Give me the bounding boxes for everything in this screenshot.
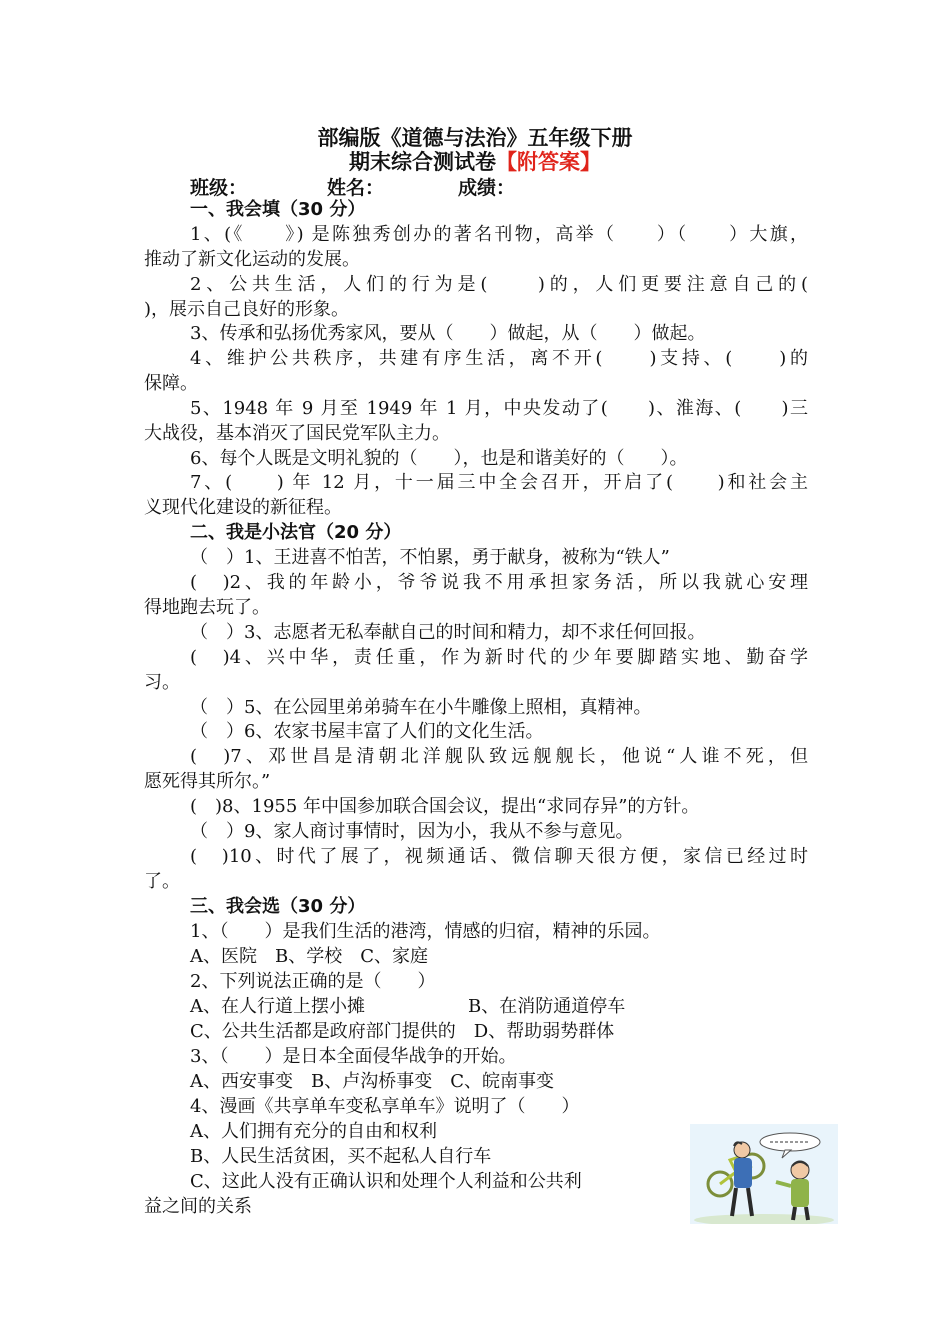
judge-item-7-line1: ( )7、邓世昌是清朝北洋舰队致远舰舰长，他说“人谁不死，但 bbox=[190, 746, 808, 767]
fill-q1-line1: 1、(《 》) 是陈独秀创办的著名刊物，高举（ ）（ ）大旗， bbox=[190, 224, 808, 245]
fill-q5-line2: 大战役，基本消灭了国民党军队主力。 bbox=[144, 423, 450, 444]
choice-q1: 1、（ ）是我们生活的港湾，情感的归宿，精神的乐园。 bbox=[190, 921, 661, 942]
choice-q2: 2、下列说法正确的是（ ） bbox=[190, 971, 436, 992]
name-label: 姓名： bbox=[327, 177, 385, 199]
fill-q7-line1: 7、( ) 年 12 月，十一届三中全会召开，开启了( )和社会主 bbox=[190, 472, 808, 493]
fill-q4-line2: 保障。 bbox=[144, 373, 198, 394]
section2-heading: 二、我是小法官（20 分） bbox=[190, 522, 402, 543]
judge-item-8: ( )8、1955 年中国参加联合国会议，提出“求同存异”的方针。 bbox=[190, 796, 700, 817]
exam-title: 部编版《道德与法治》五年级下册 bbox=[317, 126, 633, 150]
fill-q5-line1: 5、1948 年 9 月至 1949 年 1 月，中央发动了( )、淮海、( )三 bbox=[190, 398, 808, 419]
judge-item-5: （ ）5、在公园里弟弟骑车在小牛雕像上照相，真精神。 bbox=[190, 697, 652, 718]
choice-q4-option-b: B、人民生活贫困，买不起私人自行车 bbox=[190, 1146, 492, 1167]
judge-item-6: （ ）6、农家书屋丰富了人们的文化生活。 bbox=[190, 721, 544, 742]
judge-item-2-line2: 得地跑去玩了。 bbox=[144, 597, 270, 618]
judge-item-4-line2: 习。 bbox=[144, 672, 180, 693]
fill-q2-line1: 2、公共生活，人们的行为是( )的，人们更要注意自己的( bbox=[190, 274, 808, 295]
subtitle-main: 期末综合测试卷 bbox=[349, 150, 496, 174]
choice-q3: 3、（ ）是日本全面侵华战争的开始。 bbox=[190, 1046, 517, 1067]
choice-q2-option-b: B、在消防通道停车 bbox=[468, 996, 626, 1017]
answer-tag: 【附答案】 bbox=[496, 150, 601, 174]
judge-item-7-line2: 愿死得其所尔。” bbox=[144, 771, 271, 792]
choice-q2-options-cd: C、公共生活都是政府部门提供的 D、帮助弱势群体 bbox=[190, 1021, 615, 1042]
fill-q3: 3、传承和弘扬优秀家风，要从（ ）做起，从（ ）做起。 bbox=[190, 323, 706, 344]
fill-q7-line2: 义现代化建设的新征程。 bbox=[144, 497, 342, 518]
exam-subtitle bbox=[0, 149, 950, 175]
judge-item-10-line1: ( )10、时代了展了，视频通话、微信聊天很方便，家信已经过时 bbox=[190, 846, 808, 867]
section1-heading: 一、我会填（30 分） bbox=[190, 199, 366, 220]
choice-q4: 4、漫画《共享单车变私享单车》说明了（ ） bbox=[190, 1096, 580, 1117]
choice-q2-option-a: A、在人行道上摆小摊 bbox=[190, 996, 365, 1017]
judge-item-10-line2: 了。 bbox=[144, 871, 180, 892]
choice-q4-option-c-continued: 益之间的关系 bbox=[144, 1196, 252, 1217]
choice-q1-options: A、医院 B、学校 C、家庭 bbox=[190, 946, 428, 967]
fill-q4-line1: 4、维护公共秩序，共建有序生活，离不开( )支持、( )的 bbox=[190, 348, 808, 369]
shared-bike-cartoon-icon bbox=[690, 1124, 838, 1224]
judge-item-9: （ ）9、家人商讨事情时，因为小，我从不参与意见。 bbox=[190, 821, 634, 842]
fill-q6: 6、每个人既是文明礼貌的（ ），也是和谐美好的（ ）。 bbox=[190, 448, 688, 469]
fill-q1-line2: 推动了新文化运动的发展。 bbox=[144, 249, 360, 270]
choice-q4-option-c: C、这此人没有正确认识和处理个人利益和公共利 bbox=[190, 1171, 582, 1192]
judge-item-2-line1: ( )2、我的年龄小，爷爷说我不用承担家务活，所以我就心安理 bbox=[190, 572, 808, 593]
fill-q2-line2: )，展示自己良好的形象。 bbox=[144, 299, 350, 320]
score-label: 成绩： bbox=[458, 177, 516, 199]
judge-item-1: （ ）1、王进喜不怕苦，不怕累，勇于献身，被称为“铁人” bbox=[190, 547, 670, 568]
judge-item-3: （ ）3、志愿者无私奉献自己的时间和精力，却不求任何回报。 bbox=[190, 622, 706, 643]
judge-item-4-line1: ( )4、兴中华，责任重，作为新时代的少年要脚踏实地、勤奋学 bbox=[190, 647, 808, 668]
section3-heading: 三、我会选（30 分） bbox=[190, 896, 366, 917]
choice-q4-option-a: A、人们拥有充分的自由和权利 bbox=[190, 1121, 437, 1142]
choice-q3-options: A、西安事变 B、卢沟桥事变 C、皖南事变 bbox=[190, 1071, 554, 1092]
class-label: 班级： bbox=[190, 177, 248, 199]
